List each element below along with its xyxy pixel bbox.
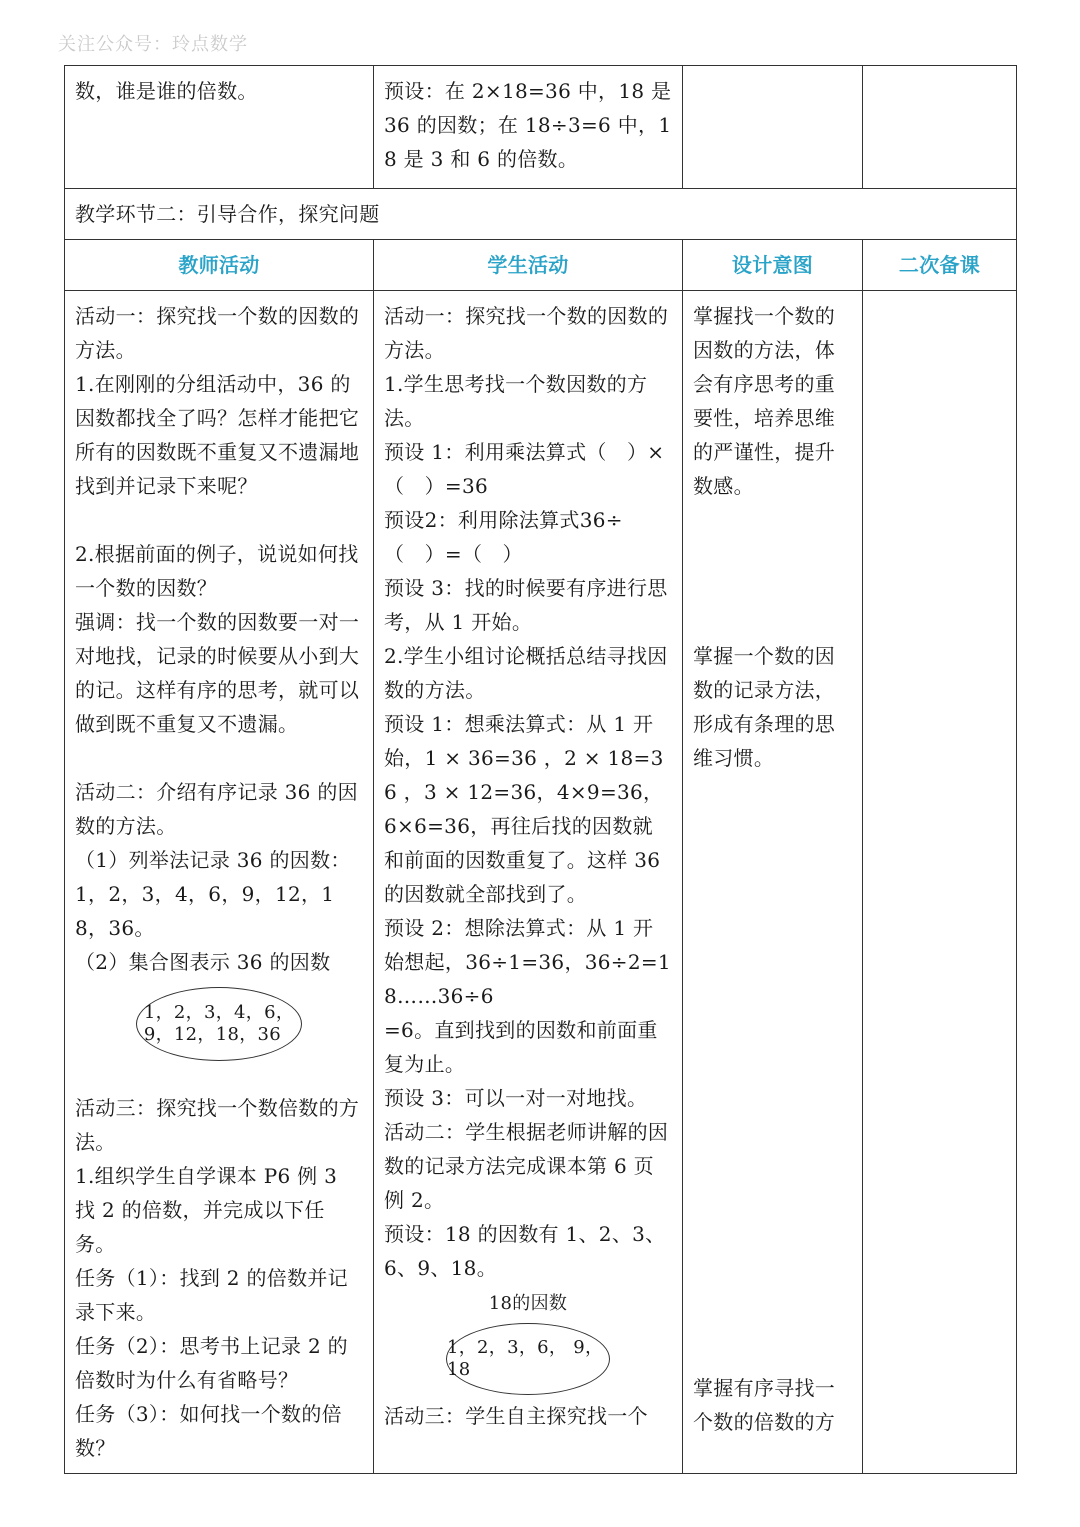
student-activity-2: 活动二：学生根据老师讲解的因数的记录方法完成课本第 6 页例 2。 (384, 1120, 669, 1212)
student-activity-cell (374, 291, 683, 1474)
teacher-activity-2-list: （1）列举法记录 36 的因数：1，2，3，4，6，9，12，18，36。 (75, 848, 351, 940)
student-step-1-preset-1: 预设 1：利用乘法算式（ ）×（ ）=36 (384, 440, 665, 498)
header-design-intent: 设计意图 (683, 240, 863, 291)
table-row (65, 66, 1017, 189)
teacher-activity-3-title: 活动三：探究找一个数倍数的方法。 (75, 1096, 360, 1154)
teacher-activity-cell (65, 291, 374, 1474)
student-activity-3: 活动三：学生自主探究找一个 (384, 1404, 648, 1428)
teacher-activity-3-task-2: 任务（2）：思考书上记录 2 的倍数时为什么有省略号？ (75, 1334, 348, 1392)
student-step-1: 1.学生思考找一个数因数的方法。 (384, 372, 648, 430)
intent-2: 掌握一个数的因数的记录方法，形成有条理的思维习惯。 (693, 644, 836, 770)
set-18-line-2: 9，18 (447, 1337, 604, 1380)
teacher-activity-3-question-1: 1.组织学生自学课本 P6 例 3 找 2 的倍数，并完成以下任务。 (75, 1164, 338, 1256)
header-row (65, 240, 1017, 291)
student-step-2: 2.学生小组讨论概括总结寻找因数的方法。 (384, 644, 668, 702)
student-activity-1-title: 活动一：探究找一个数的因数的方法。 (384, 304, 669, 362)
set-36-line-1: 1，2，3，4，6， (143, 1002, 295, 1023)
teacher-activity-1-question-2: 2.根据前面的例子，说说如何找一个数的因数？ (75, 542, 359, 600)
table-row (65, 291, 1017, 1474)
header-student-activity: 学生活动 (374, 240, 683, 291)
teacher-activity-2-set: （2）集合图表示 36 的因数 (75, 950, 331, 974)
factor-set-36-diagram (75, 987, 363, 1061)
design-intent-cell (683, 291, 863, 1474)
student-step-1-preset-3: 预设 3：找的时候要有序进行思考，从 1 开始。 (384, 576, 668, 634)
set-18-line-1: 1，2，3，6， (447, 1337, 568, 1358)
watermark: 关注公众号：玲点数学 (58, 34, 248, 55)
student-activity-2-preset: 预设：18 的因数有 1、2、3、6、9、18。 (384, 1222, 666, 1280)
set-ellipse (446, 1323, 610, 1395)
teacher-activity-1-question-1: 1.在刚刚的分组活动中，36 的因数都找全了吗？怎样才能把它所有的因数既不重复又不遗漏地找到并记录下来呢？ (75, 372, 360, 498)
set-36-line-2: 9，12，18，36 (143, 1024, 282, 1045)
lesson-plan-table (64, 65, 1017, 1474)
teacher-activity-3-task-1: 任务（1）：找到 2 的倍数并记录下来。 (75, 1266, 348, 1324)
factor-set-18-title: 18的因数 (488, 1293, 568, 1314)
student-cell-top: 预设：在 2×18=36 中，18 是 36 的因数；在 18÷3=6 中，18 是 3 和 6 的倍数。 (374, 66, 683, 189)
student-step-2-preset-2b: =6。直到找到的因数和前面重复为止。 (384, 1018, 658, 1076)
set-ellipse (136, 987, 302, 1061)
header-second-prep: 二次备课 (863, 240, 1017, 291)
student-step-2-preset-1: 预设 1：想乘法算式：从 1 开始，1 × 36=36 ，2 × 18=36 ，3 × 12=36，4×9=36，6×6=36，再往后找的因数就和前面的因数重复了。这样 36 的因数就全部找到了。 (384, 712, 664, 906)
teacher-activity-3-task-3: 任务（3）：如何找一个数的倍数？ (75, 1402, 342, 1460)
factor-set-18-diagram (384, 1323, 672, 1395)
section-title: 教学环节二：引导合作，探究问题 (65, 189, 1017, 240)
second-prep-cell (863, 291, 1017, 1474)
student-step-1-preset-2: 预设2：利用除法算式36÷（ ）=（ ） (384, 508, 623, 566)
student-step-2-preset-3: 预设 3：可以一对一对地找。 (384, 1086, 648, 1110)
second-prep-cell-top (863, 66, 1017, 189)
intent-cell-top (683, 66, 863, 189)
intent-1: 掌握找一个数的因数的方法，体会有序思考的重要性，培养思维的严谨性，提升数感。 (693, 304, 836, 498)
teacher-cell-top: 数，谁是谁的倍数。 (65, 66, 374, 189)
student-step-2-preset-2a: 预设 2：想除法算式：从 1 开始想起，36÷1=36，36÷2=18……36÷6 (384, 916, 671, 1008)
header-teacher-activity: 教师活动 (65, 240, 374, 291)
table-row (65, 189, 1017, 240)
teacher-activity-1-emphasis: 强调：找一个数的因数要一对一对地找，记录的时候要从小到大的记。这样有序的思考，就可以做到既不重复又不遗漏。 (75, 610, 360, 736)
teacher-activity-2-title: 活动二：介绍有序记录 36 的因数的方法。 (75, 780, 358, 838)
teacher-activity-1-title: 活动一：探究找一个数的因数的方法。 (75, 304, 360, 362)
intent-3: 掌握有序寻找一个数的倍数的方 (693, 1376, 836, 1434)
